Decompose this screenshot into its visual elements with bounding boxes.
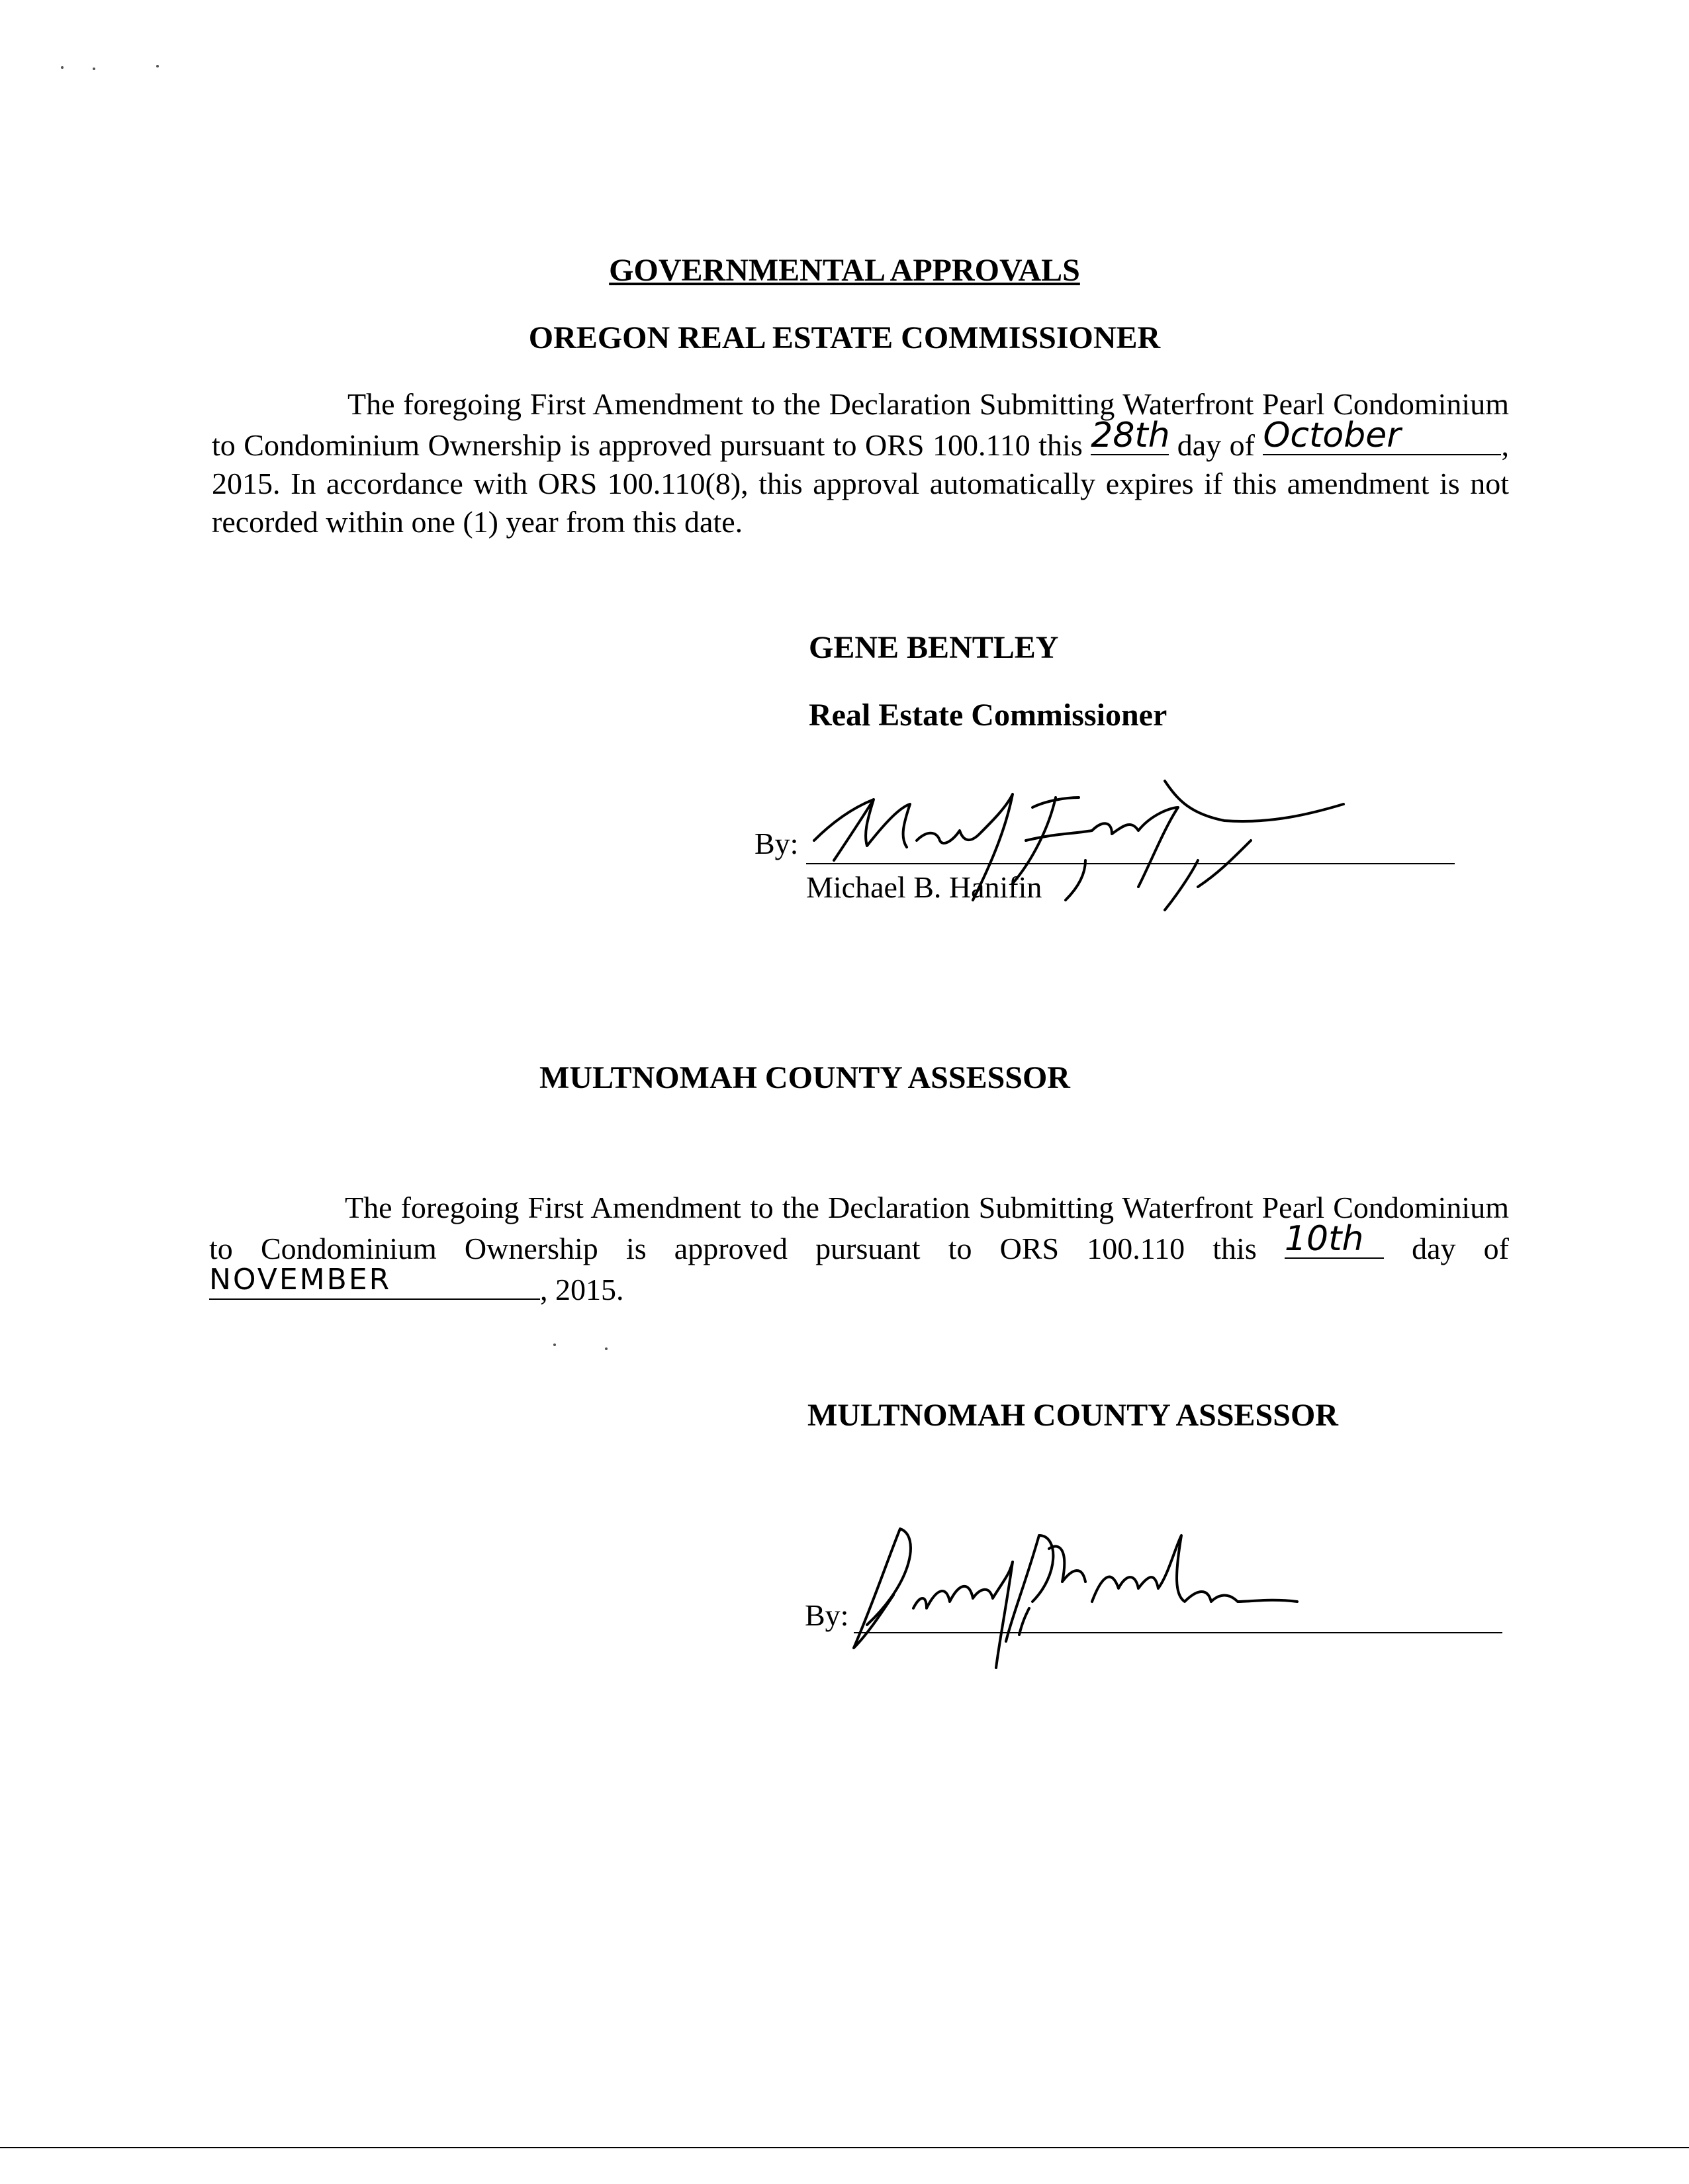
assessor-approval-paragraph	[209, 1189, 1509, 1309]
handwritten-month: NOVEMBER	[209, 1263, 392, 1297]
approval-month-field	[1263, 416, 1501, 455]
scan-speck	[156, 65, 159, 68]
handwritten-day: 28th	[1091, 416, 1170, 455]
scan-speck	[605, 1347, 608, 1350]
scan-speck	[61, 66, 64, 69]
approval-day-field	[1091, 416, 1170, 455]
document-title: GOVERNMENTAL APPROVALS	[609, 253, 1080, 288]
commissioner-handwritten-signature	[794, 768, 1377, 920]
commissioner-approval-paragraph	[212, 385, 1509, 541]
assessor-day-field	[1284, 1219, 1384, 1259]
paragraph-text: , 2015.	[540, 1273, 624, 1306]
signer-title: Real Estate Commissioner	[809, 698, 1167, 733]
assessor-heading: MULTNOMAH COUNTY ASSESSOR	[539, 1060, 1070, 1095]
paragraph-text: , 2015. In accordance with ORS 100.110(8), this approval automatically expires if this amendment is not recorded within one (1) year from this date.	[212, 428, 1509, 539]
commissioner-by-label: By:	[754, 827, 799, 860]
scan-speck	[93, 68, 95, 70]
paragraph-text: The foregoing First Amendment to the Declaration Submitting Waterfront Pearl Condominium to Condominium Ownership is approved pursuant to ORS 100.110 this	[212, 387, 1509, 462]
commissioner-signatory-name: Michael B. Hanifin	[806, 870, 1042, 904]
paragraph-text: day of	[1169, 428, 1263, 462]
assessor-by-label: By:	[805, 1598, 849, 1632]
assessor-handwritten-signature	[841, 1509, 1357, 1674]
page-bottom-rule	[0, 2147, 1689, 2148]
paragraph-text: day of	[1383, 1232, 1509, 1265]
handwritten-day: 10th	[1284, 1219, 1364, 1259]
handwritten-month: October	[1263, 416, 1401, 455]
paragraph-text: The foregoing First Amendment to the Declaration Submitting Waterfront Pearl Condominium to Condominium Ownership is approved pursuant to ORS 100.110 this	[209, 1191, 1509, 1265]
commissioner-heading: OREGON REAL ESTATE COMMISSIONER	[528, 320, 1161, 355]
scan-speck	[553, 1343, 556, 1346]
assessor-signer-title: MULTNOMAH COUNTY ASSESSOR	[807, 1398, 1338, 1433]
signer-name: GENE BENTLEY	[809, 630, 1059, 665]
assessor-month-field	[209, 1263, 540, 1300]
